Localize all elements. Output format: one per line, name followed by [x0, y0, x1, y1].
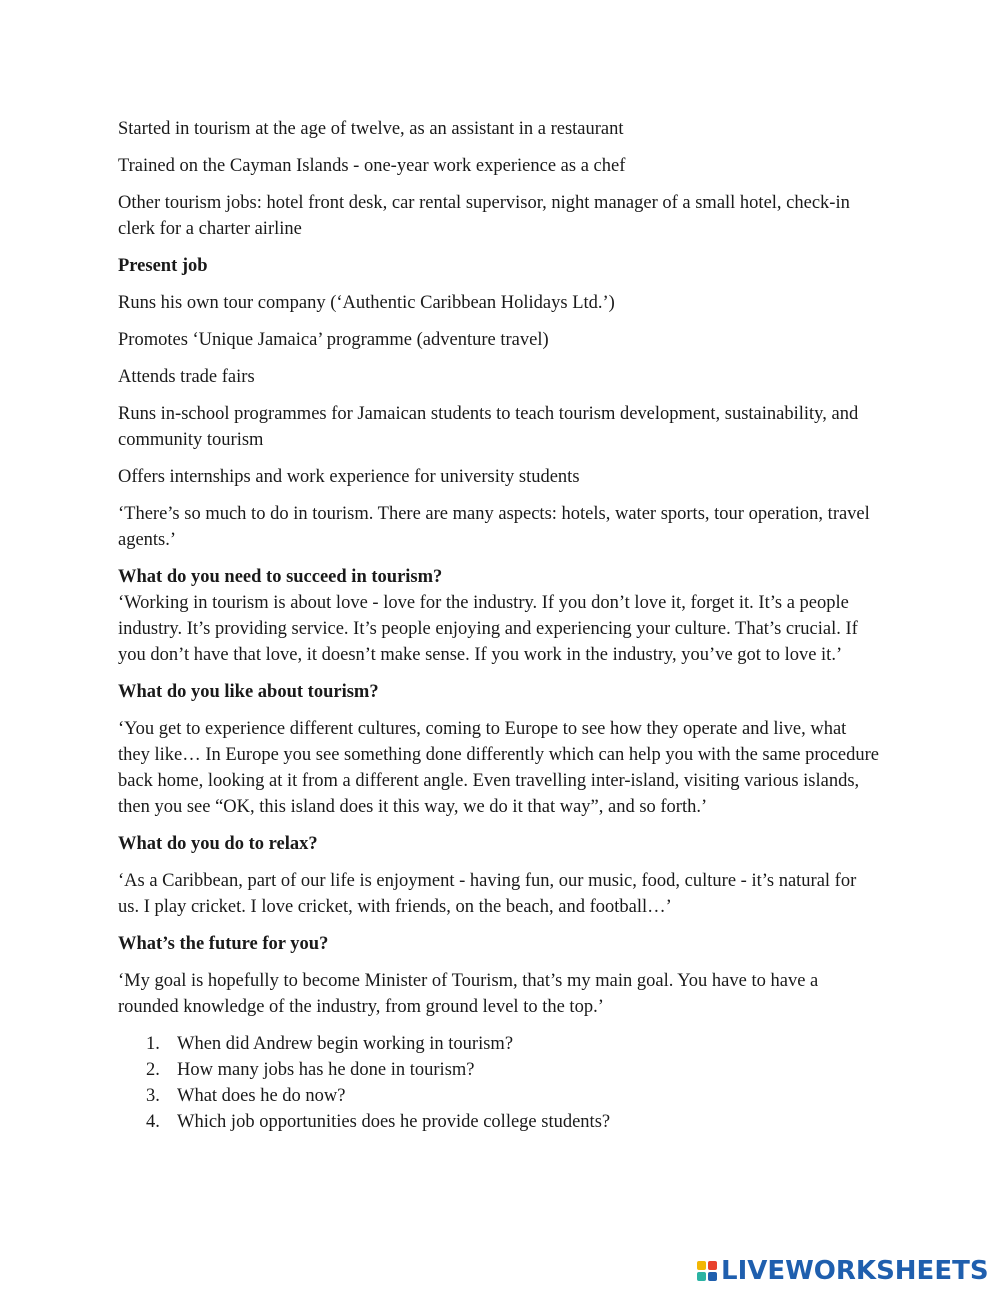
interview-question-2: What do you like about tourism?: [118, 682, 379, 702]
question-text: Which job opportunities does he provide college students?: [177, 1112, 611, 1132]
intro-line-3: Other tourism jobs: hotel front desk, car rental supervisor, night manager of a small hotel, check-in clerk for a charter airline: [118, 193, 850, 239]
list-item: [118, 1083, 880, 1109]
present-job-item: Promotes ‘Unique Jamaica’ programme (adventure travel): [118, 330, 549, 350]
present-job-quote: ‘There’s so much to do in tourism. There are many aspects: hotels, water sports, tour operation, travel agents.’: [118, 504, 870, 550]
question-number: 4.: [146, 1112, 160, 1132]
logo-square-4: [708, 1272, 717, 1281]
comprehension-questions: [118, 1031, 880, 1135]
interview-answer-1: ‘Working in tourism is about love - love for the industry. If you don’t love it, forget it. It’s a people industry. It’s providing service. It’s people enjoying and experiencing your culture. That’s crucial. If you don’t have that love, it doesn’t make sense. If you work in the industry, you’ve got to love it.’: [118, 593, 858, 665]
interview-question-4: What’s the future for you?: [118, 934, 329, 954]
present-job-item: Runs in-school programmes for Jamaican students to teach tourism development, sustainability, and community tourism: [118, 404, 859, 450]
question-text: How many jobs has he done in tourism?: [177, 1060, 475, 1080]
logo-square-1: [697, 1261, 706, 1270]
question-number: 3.: [146, 1086, 160, 1106]
interview-question-3: What do you do to relax?: [118, 834, 318, 854]
intro-line-1: Started in tourism at the age of twelve, as an assistant in a restaurant: [118, 119, 624, 139]
liveworksheets-logo: [697, 1256, 989, 1286]
logo-text: LIVEWORKSHEETS: [721, 1256, 989, 1286]
list-item: [118, 1031, 880, 1057]
present-job-item: Attends trade fairs: [118, 367, 255, 387]
interview-answer-2: ‘You get to experience different cultures, coming to Europe to see how they operate and live, what they like… In Europe you see something done differently which can help you with the same procedure back home, looking at it from a different angle. Even travelling inter-island, visiting various islands, then you see “OK, this island does it this way, we do it that way”, and so forth.’: [118, 719, 880, 817]
present-job-heading: Present job: [118, 256, 208, 276]
logo-square-2: [708, 1261, 717, 1270]
worksheet-page: [118, 116, 880, 1135]
intro-line-2: Trained on the Cayman Islands - one-year work experience as a chef: [118, 156, 626, 176]
logo-square-3: [697, 1272, 706, 1281]
present-job-item: Offers internships and work experience for university students: [118, 467, 580, 487]
question-text: What does he do now?: [177, 1086, 346, 1106]
interview-answer-4: ‘My goal is hopefully to become Minister of Tourism, that’s my main goal. You have to have a rounded knowledge of the industry, from ground level to the top.’: [118, 971, 819, 1017]
list-item: [118, 1057, 880, 1083]
list-item: [118, 1109, 880, 1135]
question-number: 1.: [146, 1034, 160, 1054]
interview-question-1: What do you need to succeed in tourism?: [118, 567, 443, 587]
present-job-item: Runs his own tour company (‘Authentic Caribbean Holidays Ltd.’): [118, 293, 615, 313]
logo-mark-icon: [697, 1261, 717, 1281]
question-number: 2.: [146, 1060, 160, 1080]
interview-answer-3: ‘As a Caribbean, part of our life is enjoyment - having fun, our music, food, culture - it’s natural for us. I play cricket. I love cricket, with friends, on the beach, and football…’: [118, 871, 857, 917]
question-text: When did Andrew begin working in tourism?: [177, 1034, 514, 1054]
